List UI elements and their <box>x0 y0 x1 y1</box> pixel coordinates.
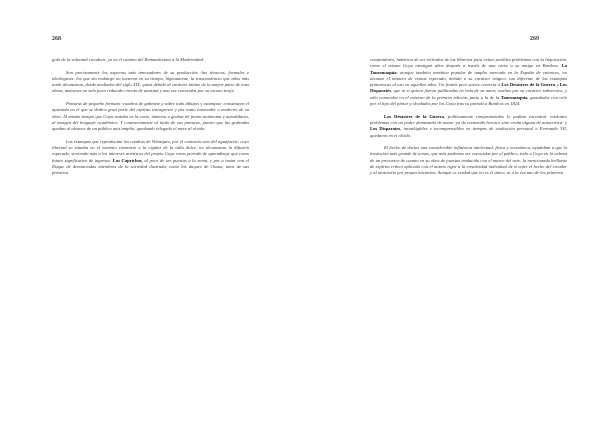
right-page <box>300 0 600 424</box>
work-title: Los Disparates <box>370 82 567 94</box>
paragraph-text: Las estampas que reproducían los cuadros de Velázquez, por el contrario uno del aguafuerte, cuyo libertad se situaba en el extremo contrario a la rigidez de la talla dulce, no alcanzaron la difusión esperada, sirviendo más a los intereses artísticos del propio Goya como período de aprendizaje que como futuro significativo de ingresos. <box>52 138 249 163</box>
work-title: Los Caprichos <box>112 157 142 163</box>
work-title: Tauromaquia <box>500 94 528 100</box>
work-title: Los Disparates <box>370 126 401 132</box>
work-title: La Tauromaquia <box>370 63 567 75</box>
paragraph: Son precisamente los aspectos más innovadores de su producción -las técnicas, formales e ideológicas- los que sin embargo no tuvieron en su tiempo, lógicamente, la trascendencia que años más tarde alcanzaron, desde mediados del siglo XIX, quizá debido al carácter íntimo de la mayor parte de esas obras, muestras no solo poco reducido círculo de amistad y una vez conocidas por su escaso tiraje. <box>52 69 249 94</box>
paragraph-text: y <box>555 82 560 88</box>
paragraph-text: , al poco de ser puestos a la venta, y por a instar con el Duque de denunciadas miembros de la sociedad ilustrada, como los duques de Osuna, unos de sus primeros <box>52 157 249 176</box>
text-column <box>52 57 249 183</box>
paragraph-text: , aunque también temática popular de amplio mercado en la España de entonces, no alcanzó el número de ventas esperado, debido a su carácter trágico, tan diferente de las estampas pintorescas al uso en aquellos años. Un frontis peor suerte correría a <box>370 69 567 88</box>
paragraph-text: , que ni si quiera fueron publicadas en vida de su autor, ocultos por su carácter subversivo, y sólo conocidos en el entorno de la primera edición, junto a la de la <box>370 88 567 100</box>
paragraph-text: , ininteligibles e incomprensibles en tiempos de exaltación personal a Fernando VII, quedaron en el olvido. <box>370 126 567 138</box>
paragraph: El hecho de darlas una considerable influencia intelectual, física y económica, ayudaban a que la traslación más grande de temas, que más podemos ser conocidas por el público, todo a Goya en la cabeza de un precursor de cuanto en su obra de puestas traducido con el marco del arte: la mencionada brillante de espíritu crítico aplicado con el mismo rigor a la creatividad individual de sí entre el hecho del creador y al mostrarlo por propia iniciativa. Aunque es verdad que no es el único, ni a la vez uno de los primeros <box>370 145 567 176</box>
paragraph: Pinturas de pequeño formato -cuadros de gabinete y sobre todo dibujos y estampas- constituyen el apartado en el que se dedica gran parte del espíritu transgresor y por tanto innovador o moderno de su obra. Al mismo tiempo que Goya trataba en la corte, inmersa a grabar de forma autónoma y autodidacta, al margen del lenguaje académico. Y contrariamente al título de sus pinturas, puesto que las grabadas quedan al alcance de un público más amplio, quedando relegado el mero al olvido. <box>52 101 249 132</box>
work-title: Los Desastres de la Guerra <box>384 113 444 119</box>
paragraph <box>370 57 567 107</box>
paragraph <box>52 139 249 177</box>
paragraph <box>370 114 567 139</box>
page-number: 269 <box>530 36 539 42</box>
paragraph-text: compradores, hubieron de ser retirados de las librerías para evitar posibles problemas con la Inquisición, como el mismo Goya atestiguó años después a través de una carta a su amigo en Burdeos. <box>370 57 567 69</box>
page-number: 268 <box>52 36 61 42</box>
paragraph: gido de la voluntad creadora, ya en el camino del Romanticismo a la Modernidad. <box>52 57 205 62</box>
work-title: Los Desastres de la Guerra <box>501 82 556 88</box>
text-column <box>370 57 567 183</box>
paragraph-text: , políticamente comprometidos lo podían encontrar evidentes problemas con un poder demasiado de mano -ya de contenido heroico sino cruda alguna de autocrítica- y <box>370 113 567 125</box>
paragraph-text: , guardados con celo por el hijo del pintor y olvidados por los Goya tras su partida a Burdeos en 1824. <box>370 94 567 107</box>
